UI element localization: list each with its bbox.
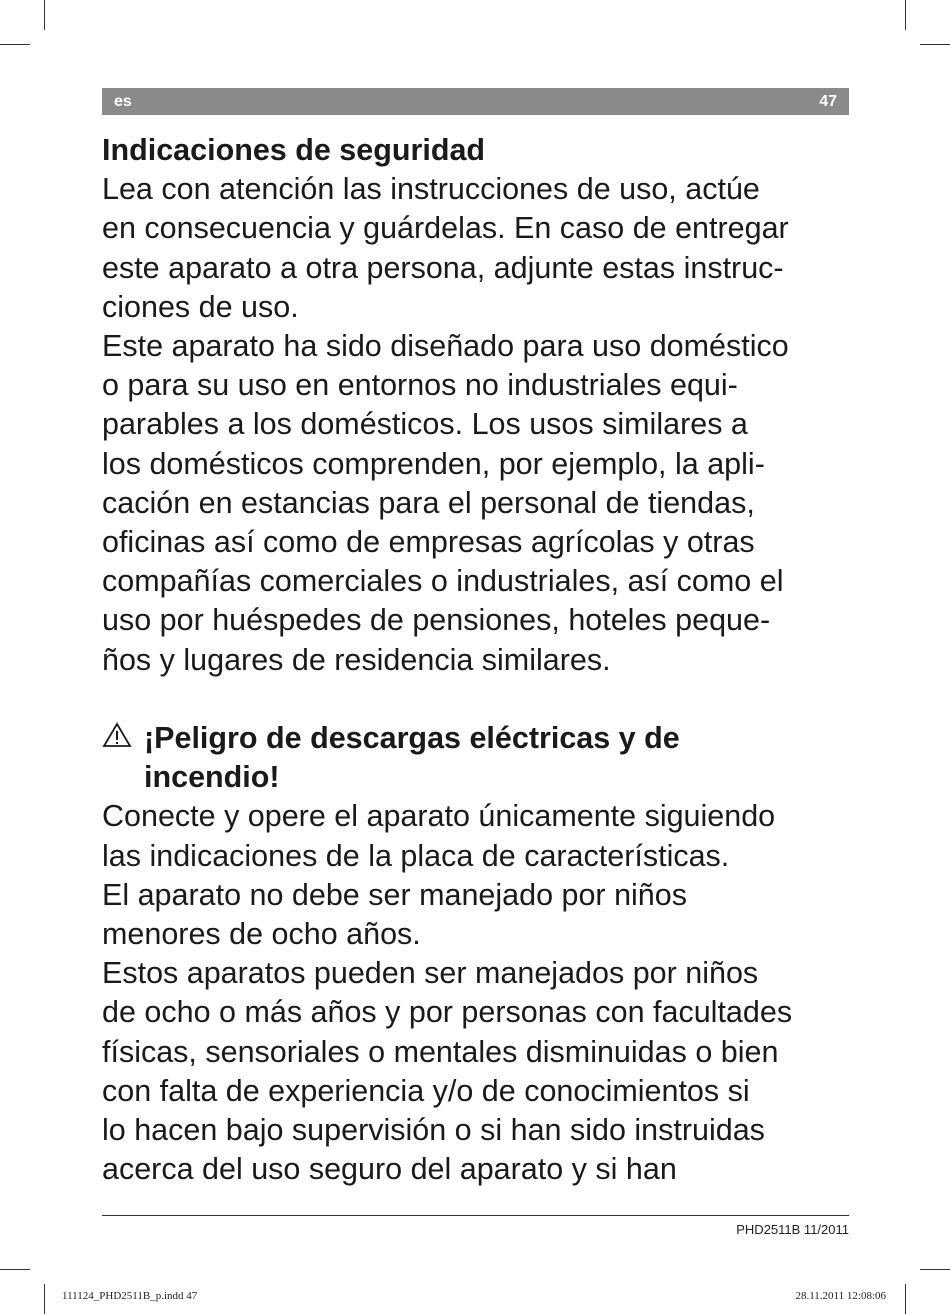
body-line: los domésticos comprenden, por ejemplo, la apli- <box>102 446 765 481</box>
crop-mark <box>44 1284 45 1314</box>
body-line: ciones de uso. <box>102 289 299 324</box>
page-body <box>102 131 862 1189</box>
body-line: de ocho o más años y por personas con facultades <box>102 995 793 1030</box>
page-header <box>102 88 849 115</box>
print-slug-datetime: 28.11.2011 12:08:06 <box>795 1290 886 1302</box>
crop-mark <box>44 0 45 30</box>
body-line: ños y lugares de residencia similares. <box>102 642 611 677</box>
body-line: acerca del uso seguro del aparato y si han <box>102 1152 677 1187</box>
body-line: uso por huéspedes de pensiones, hoteles peque- <box>102 603 771 638</box>
body-line: físicas, sensoriales o mentales disminuidas o bien <box>102 1034 779 1069</box>
paragraph-spacer <box>102 680 862 719</box>
body-line: El aparato no debe ser manejado por niños <box>102 877 687 912</box>
crop-mark <box>0 44 30 45</box>
body-line: cación en estancias para el personal de tiendas, <box>102 485 755 520</box>
crop-mark <box>0 1269 30 1270</box>
footer-rule <box>102 1215 849 1216</box>
print-slug-file: 111124_PHD2511B_p.indd 47 <box>62 1290 198 1302</box>
crop-mark <box>905 0 906 30</box>
crop-mark <box>905 1284 906 1314</box>
warning-triangle-icon <box>102 722 144 748</box>
body-line: en consecuencia y guárdelas. En caso de entregar <box>102 211 789 246</box>
body-line: o para su uso en entornos no industriales equi- <box>102 368 738 403</box>
body-line: oficinas así como de empresas agrícolas y otras <box>102 525 755 560</box>
body-line: las indicaciones de la placa de características. <box>102 838 730 873</box>
crop-mark <box>920 1269 950 1270</box>
warning-heading <box>102 719 862 758</box>
body-line: Este aparato ha sido diseñado para uso doméstico <box>102 329 789 364</box>
warning-heading-line: ¡Peligro de descargas eléctricas y de <box>144 721 680 756</box>
body-line: Conecte y opere el aparato únicamente siguiendo <box>102 799 776 834</box>
body-line: Lea con atención las instrucciones de uso, actúe <box>102 172 760 207</box>
crop-mark <box>920 44 950 45</box>
body-line: lo hacen bajo supervisión o si han sido instruidas <box>102 1113 765 1148</box>
body-line: este aparato a otra persona, adjunte estas instruc- <box>102 250 784 285</box>
body-line: con falta de experiencia y/o de conocimientos si <box>102 1073 750 1108</box>
body-line: Estos aparatos pueden ser manejados por niños <box>102 956 759 991</box>
footer-model-date: PHD2511B 11/2011 <box>736 1222 849 1237</box>
language-code: es <box>114 92 132 110</box>
warning-heading-line: incendio! <box>144 760 280 795</box>
section-title: Indicaciones de seguridad <box>102 133 486 167</box>
page-number: 47 <box>819 92 837 110</box>
body-line: menores de ocho años. <box>102 917 421 952</box>
body-line: compañías comerciales o industriales, así como el <box>102 564 784 599</box>
body-line: parables a los domésticos. Los usos similares a <box>102 407 748 442</box>
